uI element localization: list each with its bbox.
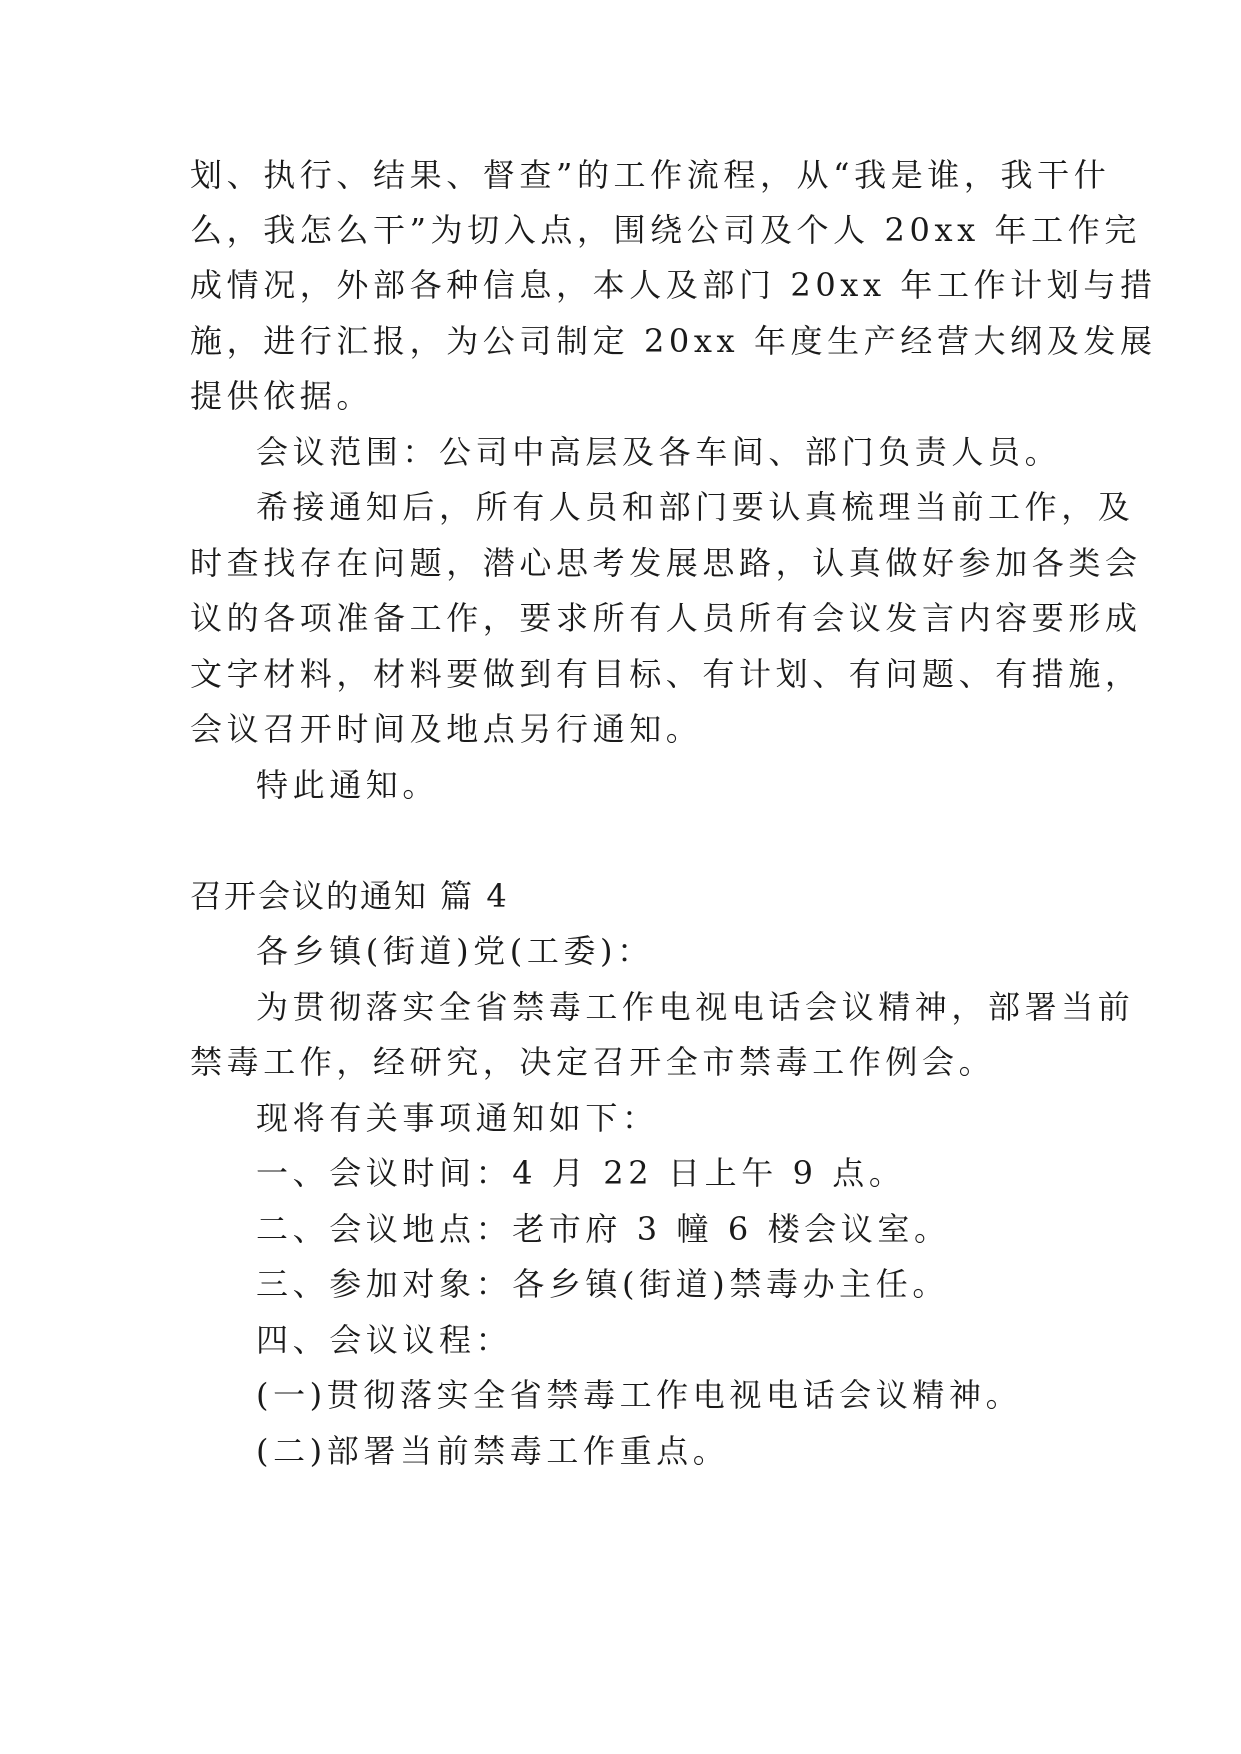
notice-intro: 现将有关事项通知如下：	[256, 1099, 659, 1137]
body-text-line: 成情况，外部各种信息，本人及部门 20xx 年工作计划与措	[190, 266, 1157, 304]
body-text-line: 会议召开时间及地点另行通知。	[190, 710, 703, 748]
body-text-line: 时查找存在问题，潜心思考发展思路，认真做好参加各类会	[190, 544, 1142, 582]
body-text-line: 为贯彻落实全省禁毒工作电视电话会议精神，部署当前	[256, 988, 1135, 1026]
body-text-line: 禁毒工作，经研究，决定召开全市禁毒工作例会。	[190, 1043, 996, 1081]
body-text-line: 议的各项准备工作，要求所有人员所有会议发言内容要形成	[190, 599, 1142, 637]
section-title: 召开会议的通知 篇 4	[190, 877, 509, 915]
attendees-item: 三、参加对象：各乡镇(街道)禁毒办主任。	[256, 1265, 949, 1303]
meeting-scope: 会议范围：公司中高层及各车间、部门负责人员。	[256, 433, 1062, 471]
body-text-line: 划、执行、结果、督查”的工作流程，从“我是谁，我干什	[190, 156, 1111, 194]
body-text-line: 希接通知后，所有人员和部门要认真梳理当前工作，及	[256, 488, 1135, 526]
agenda-item: (二)部署当前禁毒工作重点。	[256, 1432, 730, 1470]
agenda-item: (一)贯彻落实全省禁毒工作电视电话会议精神。	[256, 1376, 1023, 1414]
agenda-heading: 四、会议议程：	[256, 1321, 513, 1359]
closing-remark: 特此通知。	[256, 766, 440, 804]
body-text-line: 文字材料，材料要做到有目标、有计划、有问题、有措施，	[190, 655, 1142, 693]
salutation: 各乡镇(街道)党(工委)：	[256, 932, 654, 970]
meeting-place-item: 二、会议地点：老市府 3 幢 6 楼会议室。	[256, 1210, 951, 1248]
body-text-line: 施，进行汇报，为公司制定 20xx 年度生产经营大纲及发展	[190, 322, 1157, 360]
body-text-line: 提供依据。	[190, 377, 374, 415]
meeting-time-item: 一、会议时间：4 月 22 日上午 9 点。	[256, 1154, 906, 1192]
body-text-line: 么，我怎么干”为切入点，围绕公司及个人 20xx 年工作完	[190, 211, 1141, 249]
